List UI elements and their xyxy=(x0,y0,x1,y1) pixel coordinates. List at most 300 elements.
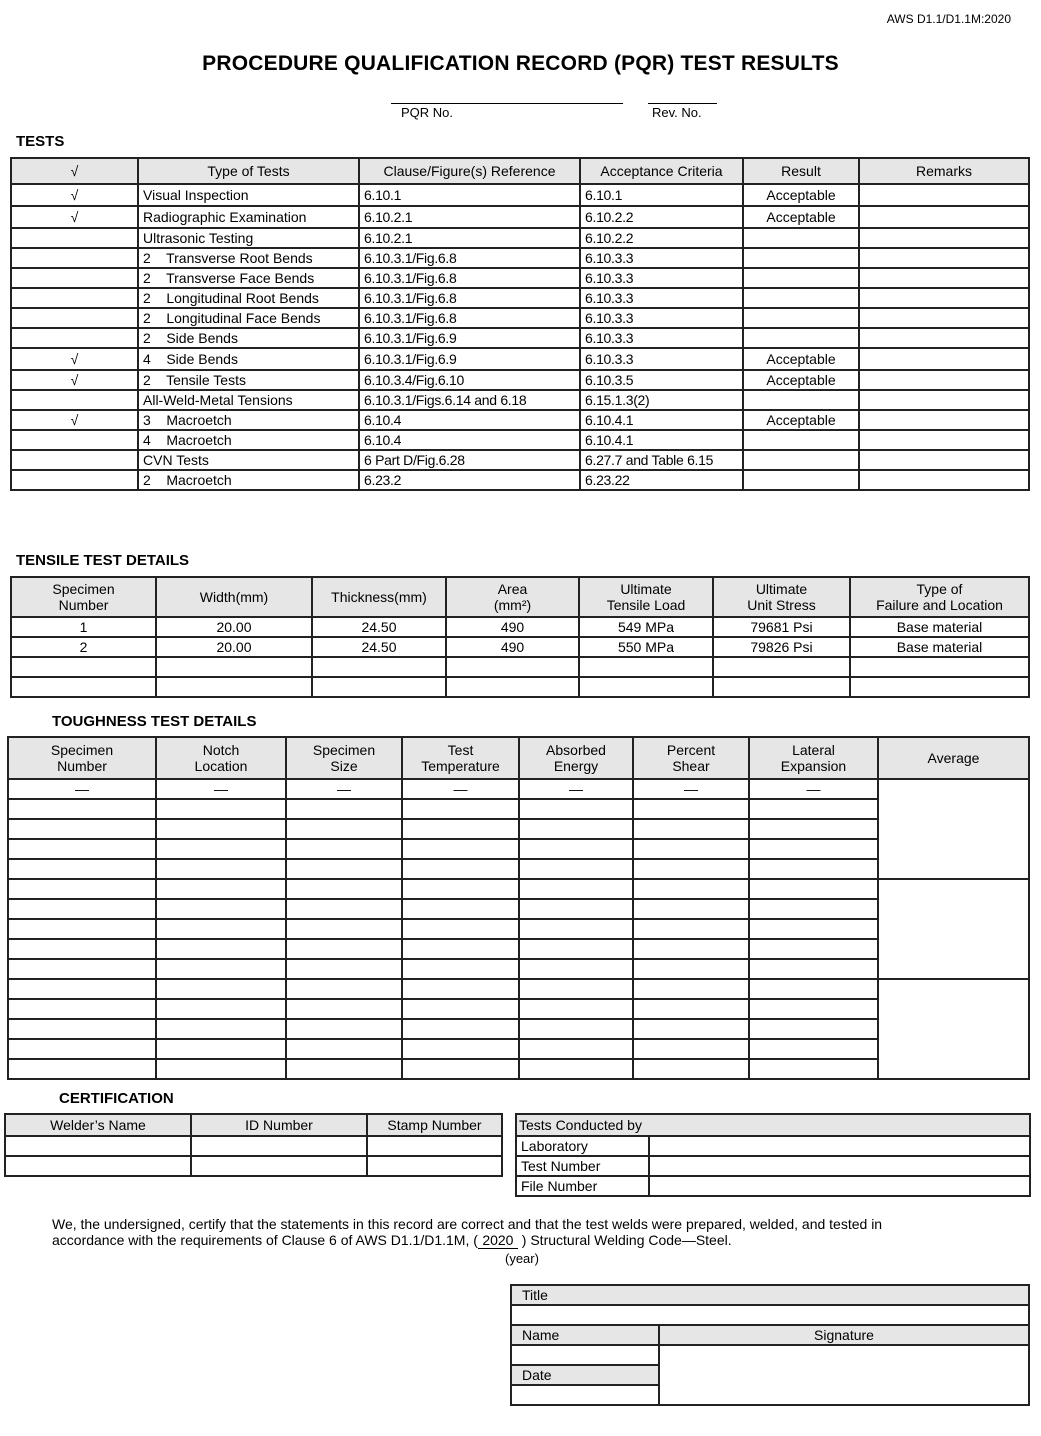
toughness-cell[interactable] xyxy=(402,999,519,1019)
toughness-cell[interactable] xyxy=(402,979,519,999)
tests-remarks-cell[interactable] xyxy=(859,328,1029,348)
tests-clause-cell: 6 Part D/Fig.6.28 xyxy=(359,450,580,470)
tests-criteria-cell: 6.10.4.1 xyxy=(580,430,743,450)
toughness-row xyxy=(8,799,1029,819)
year-value[interactable]: 2020 xyxy=(478,1232,518,1249)
title-field[interactable] xyxy=(511,1305,1029,1325)
tests-row xyxy=(11,288,1029,308)
welder-name-cell[interactable] xyxy=(5,1136,191,1156)
signature-field[interactable] xyxy=(659,1345,1029,1405)
tests-check-cell[interactable] xyxy=(11,268,138,288)
toughness-cell[interactable] xyxy=(156,879,286,899)
tensile-cell[interactable]: 20.00 xyxy=(156,617,312,637)
tests-result-cell[interactable]: Acceptable xyxy=(743,370,859,390)
stamp-number-cell[interactable] xyxy=(367,1156,502,1176)
toughness-average-cell[interactable] xyxy=(878,779,1029,879)
toughness-cell[interactable] xyxy=(633,839,749,859)
tests-result-cell[interactable] xyxy=(743,328,859,348)
toughness-cell[interactable] xyxy=(402,879,519,899)
toughness-cell[interactable] xyxy=(633,879,749,899)
tests-row xyxy=(11,450,1029,470)
tests-type-cell: 2 Transverse Face Bends xyxy=(138,268,359,288)
tests-type-cell: Radiographic Examination xyxy=(138,206,359,228)
toughness-cell[interactable] xyxy=(633,939,749,959)
tests-header-clause: Clause/Figure(s) Reference xyxy=(359,158,580,184)
tests-check-cell[interactable]: √ xyxy=(11,184,138,206)
toughness-cell[interactable] xyxy=(633,1059,749,1079)
tests-row xyxy=(11,430,1029,450)
toughness-header-line1: Specimen xyxy=(50,742,114,758)
tests-result-cell[interactable] xyxy=(743,430,859,450)
toughness-header-cell xyxy=(286,737,402,779)
tests-remarks-cell[interactable] xyxy=(859,410,1029,430)
tests-check-cell[interactable] xyxy=(11,470,138,490)
tensile-cell[interactable]: 490 xyxy=(446,637,579,657)
toughness-cell[interactable] xyxy=(402,1059,519,1079)
toughness-cell[interactable] xyxy=(519,1059,633,1079)
tests-row xyxy=(11,470,1029,490)
tests-type-cell: All-Weld-Metal Tensions xyxy=(138,390,359,410)
toughness-cell[interactable] xyxy=(286,879,402,899)
toughness-header-line2: Shear xyxy=(672,758,710,774)
toughness-cell[interactable] xyxy=(8,979,156,999)
toughness-cell[interactable] xyxy=(519,919,633,939)
toughness-cell[interactable] xyxy=(749,839,878,859)
toughness-cell[interactable] xyxy=(402,1019,519,1039)
tests-row xyxy=(11,308,1029,328)
stamp-number-cell[interactable] xyxy=(367,1136,502,1156)
toughness-header-line1: Absorbed xyxy=(546,742,606,758)
tests-type-cell: 2 Longitudinal Root Bends xyxy=(138,288,359,308)
tests-conducted-header: Tests Conducted by xyxy=(516,1114,1030,1136)
tensile-cell[interactable] xyxy=(156,657,312,677)
tensile-header-cell xyxy=(156,577,312,617)
tests-result-cell[interactable] xyxy=(743,308,859,328)
tests-criteria-cell: 6.10.4.1 xyxy=(580,410,743,430)
tensile-cell[interactable]: 24.50 xyxy=(312,617,446,637)
tensile-cell[interactable] xyxy=(312,677,446,697)
toughness-cell[interactable] xyxy=(749,979,878,999)
tensile-header-line2: (mm²) xyxy=(493,597,532,613)
toughness-cell[interactable]: — xyxy=(519,779,633,799)
toughness-cell[interactable] xyxy=(156,1059,286,1079)
tensile-cell[interactable]: 20.00 xyxy=(156,637,312,657)
tests-heading: TESTS xyxy=(16,133,65,150)
toughness-cell[interactable] xyxy=(8,999,156,1019)
toughness-cell[interactable] xyxy=(519,899,633,919)
tensile-header-line2: Failure and Location xyxy=(876,597,1003,613)
toughness-header-line1: Test xyxy=(447,742,474,758)
tensile-cell[interactable]: 549 MPa xyxy=(579,617,713,637)
toughness-average-cell[interactable] xyxy=(878,879,1029,979)
tensile-header-line2: Tensile Load xyxy=(606,597,686,613)
toughness-cell[interactable] xyxy=(286,799,402,819)
tests-type-cell: 4 Side Bends xyxy=(138,348,359,370)
certification-heading: CERTIFICATION xyxy=(59,1090,174,1107)
toughness-cell[interactable] xyxy=(519,959,633,979)
tensile-cell[interactable]: Base material xyxy=(850,617,1029,637)
toughness-cell[interactable] xyxy=(8,959,156,979)
tests-type-cell: CVN Tests xyxy=(138,450,359,470)
toughness-cell[interactable] xyxy=(749,1059,878,1079)
signature-label: Signature xyxy=(659,1325,1029,1345)
laboratory-field[interactable] xyxy=(649,1136,1030,1156)
toughness-cell[interactable] xyxy=(519,1019,633,1039)
toughness-row xyxy=(8,919,1029,939)
toughness-cell[interactable] xyxy=(286,939,402,959)
tensile-header-line1: Ultimate xyxy=(755,581,808,597)
toughness-cell[interactable] xyxy=(749,799,878,819)
tests-type-cell: 2 Side Bends xyxy=(138,328,359,348)
toughness-cell[interactable] xyxy=(8,919,156,939)
toughness-cell[interactable] xyxy=(633,919,749,939)
welder-name-cell[interactable] xyxy=(5,1156,191,1176)
tests-clause-cell: 6.23.2 xyxy=(359,470,580,490)
file-number-label: File Number xyxy=(516,1176,649,1196)
tensile-cell[interactable] xyxy=(850,657,1029,677)
toughness-cell[interactable] xyxy=(402,819,519,839)
tests-type-cell: 4 Macroetch xyxy=(138,430,359,450)
toughness-cell[interactable] xyxy=(156,1039,286,1059)
tensile-header-line1: Type of xyxy=(916,581,963,597)
id-number-cell[interactable] xyxy=(191,1136,367,1156)
standard-code: AWS D1.1/D1.1M:2020 xyxy=(886,12,1011,26)
tests-check-cell[interactable]: √ xyxy=(11,370,138,390)
toughness-cell[interactable]: — xyxy=(286,779,402,799)
tensile-cell[interactable]: 79681 Psi xyxy=(713,617,850,637)
tests-row xyxy=(11,248,1029,268)
toughness-cell[interactable] xyxy=(633,959,749,979)
toughness-cell[interactable] xyxy=(8,839,156,859)
toughness-cell[interactable] xyxy=(286,859,402,879)
toughness-cell[interactable] xyxy=(156,999,286,1019)
tensile-cell[interactable] xyxy=(579,657,713,677)
tests-row xyxy=(11,268,1029,288)
tests-check-cell[interactable] xyxy=(11,308,138,328)
toughness-cell[interactable] xyxy=(633,999,749,1019)
toughness-cell[interactable] xyxy=(156,839,286,859)
toughness-cell[interactable] xyxy=(402,939,519,959)
tests-clause-cell: 6.10.2.1 xyxy=(359,228,580,248)
tests-remarks-cell[interactable] xyxy=(859,430,1029,450)
toughness-cell[interactable] xyxy=(519,1039,633,1059)
toughness-cell[interactable] xyxy=(402,959,519,979)
tensile-header-cell xyxy=(579,577,713,617)
tensile-cell[interactable] xyxy=(850,677,1029,697)
toughness-cell[interactable] xyxy=(519,939,633,959)
toughness-row xyxy=(8,959,1029,979)
tests-check-cell[interactable] xyxy=(11,450,138,470)
toughness-cell[interactable] xyxy=(286,999,402,1019)
tensile-header-cell xyxy=(446,577,579,617)
toughness-cell[interactable] xyxy=(519,999,633,1019)
tests-remarks-cell[interactable] xyxy=(859,308,1029,328)
pqr-no-label: PQR No. xyxy=(401,105,454,120)
welder-name-header: Welder’s Name xyxy=(5,1114,191,1136)
tensile-header-line2: Unit Stress xyxy=(747,597,816,613)
tensile-cell[interactable]: 490 xyxy=(446,617,579,637)
tests-result-cell[interactable] xyxy=(743,228,859,248)
tests-header-result: Result xyxy=(743,158,859,184)
toughness-cell[interactable] xyxy=(402,919,519,939)
toughness-row xyxy=(8,839,1029,859)
tensile-cell[interactable] xyxy=(446,657,579,677)
toughness-cell[interactable]: — xyxy=(156,779,286,799)
tests-header-remarks: Remarks xyxy=(859,158,1029,184)
name-field[interactable] xyxy=(511,1345,659,1365)
toughness-header-line1: Average xyxy=(927,750,980,766)
tensile-cell[interactable] xyxy=(11,677,156,697)
toughness-cell[interactable] xyxy=(402,1039,519,1059)
tensile-cell[interactable]: 2 xyxy=(11,637,156,657)
tests-criteria-cell: 6.10.2.2 xyxy=(580,206,743,228)
tensile-cell[interactable]: Base material xyxy=(850,637,1029,657)
toughness-cell[interactable] xyxy=(286,1039,402,1059)
tests-remarks-cell[interactable] xyxy=(859,228,1029,248)
tests-row xyxy=(11,390,1029,410)
tests-row xyxy=(11,348,1029,370)
toughness-cell[interactable] xyxy=(749,899,878,919)
toughness-header-line2: Number xyxy=(57,758,107,774)
tests-type-cell: Visual Inspection xyxy=(138,184,359,206)
name-label: Name xyxy=(511,1325,659,1345)
toughness-row xyxy=(8,999,1029,1019)
tensile-row xyxy=(11,657,1029,677)
toughness-cell[interactable] xyxy=(8,819,156,839)
toughness-cell[interactable] xyxy=(749,879,878,899)
toughness-cell[interactable] xyxy=(8,879,156,899)
toughness-cell[interactable] xyxy=(156,939,286,959)
year-label: (year) xyxy=(505,1251,539,1266)
tests-check-cell[interactable] xyxy=(11,328,138,348)
toughness-cell[interactable] xyxy=(519,799,633,819)
tensile-cell[interactable]: 79826 Psi xyxy=(713,637,850,657)
page-title: PROCEDURE QUALIFICATION RECORD (PQR) TEST RESULTS xyxy=(202,52,839,75)
tests-clause-cell: 6.10.3.4/Fig.6.10 xyxy=(359,370,580,390)
toughness-cell[interactable] xyxy=(156,819,286,839)
toughness-cell[interactable] xyxy=(8,1019,156,1039)
toughness-cell[interactable] xyxy=(286,959,402,979)
tensile-header-line1: Specimen xyxy=(52,581,115,597)
rev-no-label: Rev. No. xyxy=(652,105,702,120)
tests-check-cell[interactable] xyxy=(11,430,138,450)
toughness-header-line1: Notch xyxy=(202,742,240,758)
toughness-cell[interactable] xyxy=(749,939,878,959)
toughness-cell[interactable] xyxy=(633,799,749,819)
tests-check-cell[interactable] xyxy=(11,248,138,268)
tests-criteria-cell: 6.23.22 xyxy=(580,470,743,490)
toughness-heading: TOUGHNESS TEST DETAILS xyxy=(52,713,257,730)
toughness-cell[interactable] xyxy=(156,959,286,979)
id-number-header: ID Number xyxy=(191,1114,367,1136)
toughness-cell[interactable] xyxy=(8,859,156,879)
toughness-cell[interactable] xyxy=(286,979,402,999)
toughness-cell[interactable]: — xyxy=(633,779,749,799)
toughness-header-line2: Location xyxy=(194,758,248,774)
toughness-cell[interactable] xyxy=(749,859,878,879)
toughness-cell[interactable] xyxy=(8,1059,156,1079)
date-label: Date xyxy=(511,1365,659,1385)
toughness-cell[interactable] xyxy=(519,819,633,839)
toughness-cell[interactable] xyxy=(749,1019,878,1039)
toughness-cell[interactable] xyxy=(633,859,749,879)
toughness-cell[interactable] xyxy=(286,1059,402,1079)
tests-remarks-cell[interactable] xyxy=(859,348,1029,370)
toughness-cell[interactable] xyxy=(156,919,286,939)
tests-remarks-cell[interactable] xyxy=(859,288,1029,308)
tests-table xyxy=(10,157,1030,491)
toughness-cell[interactable] xyxy=(633,1039,749,1059)
tests-row xyxy=(11,228,1029,248)
tests-check-cell[interactable] xyxy=(11,288,138,308)
tests-result-cell[interactable]: Acceptable xyxy=(743,206,859,228)
tests-check-cell[interactable] xyxy=(11,228,138,248)
tests-result-cell[interactable] xyxy=(743,470,859,490)
tests-check-cell[interactable] xyxy=(11,390,138,410)
toughness-cell[interactable] xyxy=(402,859,519,879)
tests-result-cell[interactable] xyxy=(743,248,859,268)
toughness-cell[interactable] xyxy=(633,819,749,839)
rev-no-line[interactable] xyxy=(648,103,717,104)
stamp-number-header: Stamp Number xyxy=(367,1114,502,1136)
toughness-cell[interactable] xyxy=(633,1019,749,1039)
toughness-cell[interactable] xyxy=(749,919,878,939)
toughness-cell[interactable] xyxy=(8,1039,156,1059)
tests-type-cell: Ultrasonic Testing xyxy=(138,228,359,248)
tensile-header-cell xyxy=(713,577,850,617)
toughness-header-line1: Percent xyxy=(666,742,716,758)
tests-header-check: √ xyxy=(11,158,138,184)
tests-row xyxy=(11,328,1029,348)
toughness-row xyxy=(8,819,1029,839)
tensile-cell[interactable] xyxy=(713,677,850,697)
tensile-header-line1: Thickness(mm) xyxy=(331,589,427,605)
toughness-cell[interactable] xyxy=(749,999,878,1019)
toughness-cell[interactable]: — xyxy=(402,779,519,799)
toughness-cell[interactable] xyxy=(156,859,286,879)
tests-result-cell[interactable] xyxy=(743,450,859,470)
tensile-row xyxy=(11,637,1029,657)
toughness-cell[interactable] xyxy=(8,799,156,819)
tensile-row xyxy=(11,617,1029,637)
statement-line-2-end: ) Structural Welding Code—Steel. xyxy=(521,1232,732,1248)
tests-remarks-cell[interactable] xyxy=(859,206,1029,228)
toughness-header-line2: Size xyxy=(330,758,358,774)
toughness-cell[interactable] xyxy=(519,979,633,999)
tests-row xyxy=(11,370,1029,390)
tests-criteria-cell: 6.10.3.3 xyxy=(580,348,743,370)
tests-clause-cell: 6.10.2.1 xyxy=(359,206,580,228)
toughness-cell[interactable] xyxy=(286,839,402,859)
toughness-cell[interactable] xyxy=(519,839,633,859)
tests-remarks-cell[interactable] xyxy=(859,390,1029,410)
title-label: Title xyxy=(511,1285,1029,1305)
toughness-cell[interactable] xyxy=(519,859,633,879)
toughness-cell[interactable] xyxy=(286,819,402,839)
tensile-header-line1: Width(mm) xyxy=(199,589,269,605)
toughness-cell[interactable] xyxy=(402,899,519,919)
toughness-cell[interactable] xyxy=(8,899,156,919)
tensile-cell[interactable] xyxy=(446,677,579,697)
toughness-cell[interactable] xyxy=(286,899,402,919)
toughness-cell[interactable] xyxy=(286,1019,402,1039)
tests-remarks-cell[interactable] xyxy=(859,470,1029,490)
toughness-cell[interactable]: — xyxy=(8,779,156,799)
statement-line-1: We, the undersigned, certify that the statements in this record are correct and that the test welds were prepared, welded, and tested in xyxy=(52,1216,883,1232)
tensile-cell[interactable]: 1 xyxy=(11,617,156,637)
toughness-cell[interactable] xyxy=(749,819,878,839)
tests-clause-cell: 6.10.4 xyxy=(359,410,580,430)
toughness-row xyxy=(8,779,1029,799)
tests-check-cell[interactable]: √ xyxy=(11,348,138,370)
tests-result-cell[interactable]: Acceptable xyxy=(743,184,859,206)
tests-criteria-cell: 6.15.1.3(2) xyxy=(580,390,743,410)
tests-remarks-cell[interactable] xyxy=(859,268,1029,288)
toughness-cell[interactable] xyxy=(156,899,286,919)
tests-check-cell[interactable]: √ xyxy=(11,410,138,430)
tests-result-cell[interactable] xyxy=(743,288,859,308)
toughness-header-cell xyxy=(8,737,156,779)
tests-type-cell: 2 Tensile Tests xyxy=(138,370,359,390)
toughness-average-cell[interactable] xyxy=(878,979,1029,1079)
tensile-cell[interactable]: 24.50 xyxy=(312,637,446,657)
certification-statement xyxy=(52,1216,952,1249)
tensile-cell[interactable] xyxy=(156,677,312,697)
tests-check-cell[interactable]: √ xyxy=(11,206,138,228)
tensile-cell[interactable] xyxy=(713,657,850,677)
toughness-cell[interactable] xyxy=(156,1019,286,1039)
id-number-cell[interactable] xyxy=(191,1156,367,1176)
tensile-heading: TENSILE TEST DETAILS xyxy=(16,552,190,569)
toughness-cell[interactable] xyxy=(749,959,878,979)
toughness-cell[interactable] xyxy=(286,919,402,939)
toughness-cell[interactable]: — xyxy=(749,779,878,799)
toughness-cell[interactable] xyxy=(8,939,156,959)
tests-type-cell: 3 Macroetch xyxy=(138,410,359,430)
tensile-cell[interactable] xyxy=(312,657,446,677)
file-number-field[interactable] xyxy=(649,1176,1030,1196)
tests-remarks-cell[interactable] xyxy=(859,370,1029,390)
toughness-cell[interactable] xyxy=(156,979,286,999)
toughness-row xyxy=(8,1019,1029,1039)
tests-result-cell[interactable] xyxy=(743,268,859,288)
test-number-field[interactable] xyxy=(649,1156,1030,1176)
toughness-cell[interactable] xyxy=(402,799,519,819)
tests-remarks-cell[interactable] xyxy=(859,450,1029,470)
tests-result-cell[interactable]: Acceptable xyxy=(743,348,859,370)
toughness-cell[interactable] xyxy=(402,839,519,859)
tensile-cell[interactable] xyxy=(11,657,156,677)
tests-remarks-cell[interactable] xyxy=(859,184,1029,206)
toughness-cell[interactable] xyxy=(633,899,749,919)
tests-result-cell[interactable] xyxy=(743,390,859,410)
pqr-no-line[interactable] xyxy=(391,103,623,104)
toughness-cell[interactable] xyxy=(749,1039,878,1059)
tensile-cell[interactable]: 550 MPa xyxy=(579,637,713,657)
toughness-cell[interactable] xyxy=(156,799,286,819)
tensile-cell[interactable] xyxy=(579,677,713,697)
toughness-cell[interactable] xyxy=(519,879,633,899)
tensile-header-line2: Number xyxy=(58,597,109,613)
date-field[interactable] xyxy=(511,1385,659,1405)
tests-remarks-cell[interactable] xyxy=(859,248,1029,268)
statement-line-2 xyxy=(52,1232,952,1249)
tests-conducted-table xyxy=(515,1113,1031,1197)
tests-clause-cell: 6.10.1 xyxy=(359,184,580,206)
toughness-cell[interactable] xyxy=(633,979,749,999)
tests-result-cell[interactable]: Acceptable xyxy=(743,410,859,430)
tests-criteria-cell: 6.10.3.3 xyxy=(580,248,743,268)
